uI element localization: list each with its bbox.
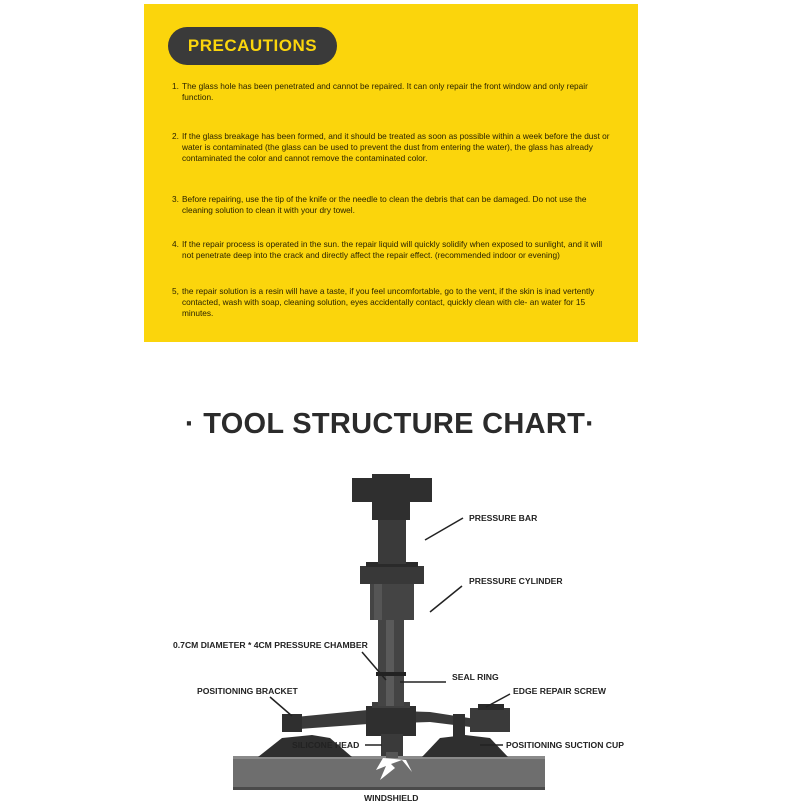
precautions-panel bbox=[144, 4, 638, 342]
precaution-item-5 bbox=[172, 286, 612, 319]
pressure-bar-right-handle bbox=[406, 478, 432, 502]
left-bracket-post bbox=[282, 714, 302, 732]
precaution-text: the repair solution is a resin will have a taste, if you feel uncomfortable, go to the vent, if the skin is inad vertently contacted, wash with soap, cleaning solution, eyes accidentally contact, quickly clean with cle- an water for 15 minutes. bbox=[182, 286, 595, 318]
pressure-chamber-highlight bbox=[386, 618, 394, 706]
precautions-title: PRECAUTIONS bbox=[168, 27, 337, 65]
pressure-cylinder-cap bbox=[360, 566, 424, 584]
right-bracket-post bbox=[453, 714, 465, 738]
label-positioning-suction-cup: POSITIONING SUCTION CUP bbox=[506, 740, 624, 750]
leader-positioning-bracket bbox=[270, 697, 292, 716]
label-edge-repair-screw: EDGE REPAIR SCREW bbox=[513, 686, 606, 696]
precaution-number: 2. bbox=[172, 131, 179, 141]
label-seal-ring: SEAL RING bbox=[452, 672, 499, 682]
tool-diagram-svg bbox=[0, 460, 800, 800]
label-pressure-chamber: 0.7CM DIAMETER * 4CM PRESSURE CHAMBER bbox=[173, 640, 368, 650]
label-windshield: WINDSHIELD bbox=[364, 793, 419, 803]
precaution-number: 1. bbox=[172, 81, 179, 91]
pressure-bar-left-handle bbox=[352, 478, 376, 502]
precaution-item-3 bbox=[172, 194, 612, 216]
silicone-head-tip bbox=[386, 752, 398, 758]
pressure-cylinder-shade bbox=[374, 584, 382, 620]
precaution-text: Before repairing, use the tip of the knife or the needle to clean the debris that can be damaged. Do not use the cleaning solution to clean it with your dry towel. bbox=[182, 194, 587, 215]
precaution-item-1 bbox=[172, 81, 612, 103]
precaution-number: 4. bbox=[172, 239, 179, 249]
precaution-number: 3. bbox=[172, 194, 179, 204]
label-positioning-bracket: POSITIONING BRACKET bbox=[197, 686, 298, 696]
tool-structure-diagram bbox=[0, 460, 800, 803]
windshield-bottom-edge bbox=[233, 787, 545, 790]
central-hub bbox=[366, 706, 416, 736]
precaution-item-4 bbox=[172, 239, 612, 261]
precaution-number: 5, bbox=[172, 286, 179, 296]
label-silicone-head: SILICONE HEAD bbox=[292, 740, 360, 750]
right-suction-cup bbox=[422, 735, 508, 757]
pressure-bar-neck bbox=[372, 474, 410, 520]
label-pressure-bar: PRESSURE BAR bbox=[469, 513, 538, 523]
label-pressure-cylinder: PRESSURE CYLINDER bbox=[469, 576, 563, 586]
chart-title: · TOOL STRUCTURE CHART· bbox=[184, 408, 596, 440]
pressure-bar-shaft bbox=[378, 518, 406, 564]
leader-pressure-cylinder bbox=[430, 586, 462, 612]
precaution-text: If the repair process is operated in the sun. the repair liquid will quickly solidify when exposed to sunlight, and it will not penetrate deep into the crack and directly affect the repair effect. (recommended indoor or evening) bbox=[182, 239, 603, 260]
leader-pressure-bar bbox=[425, 518, 463, 540]
precaution-item-2 bbox=[172, 131, 612, 164]
precaution-text: The glass hole has been penetrated and cannot be repaired. It can only repair the front window and only repair function. bbox=[182, 81, 588, 102]
edge-repair-screw bbox=[470, 708, 510, 732]
precaution-text: If the glass breakage has been formed, and it should be treated as soon as possible within a week before the dust or water is contaminated (the glass can be used to prevent the dust from entering the water), the glass has already contaminated the color and cannot remove the contaminated color. bbox=[182, 131, 610, 163]
